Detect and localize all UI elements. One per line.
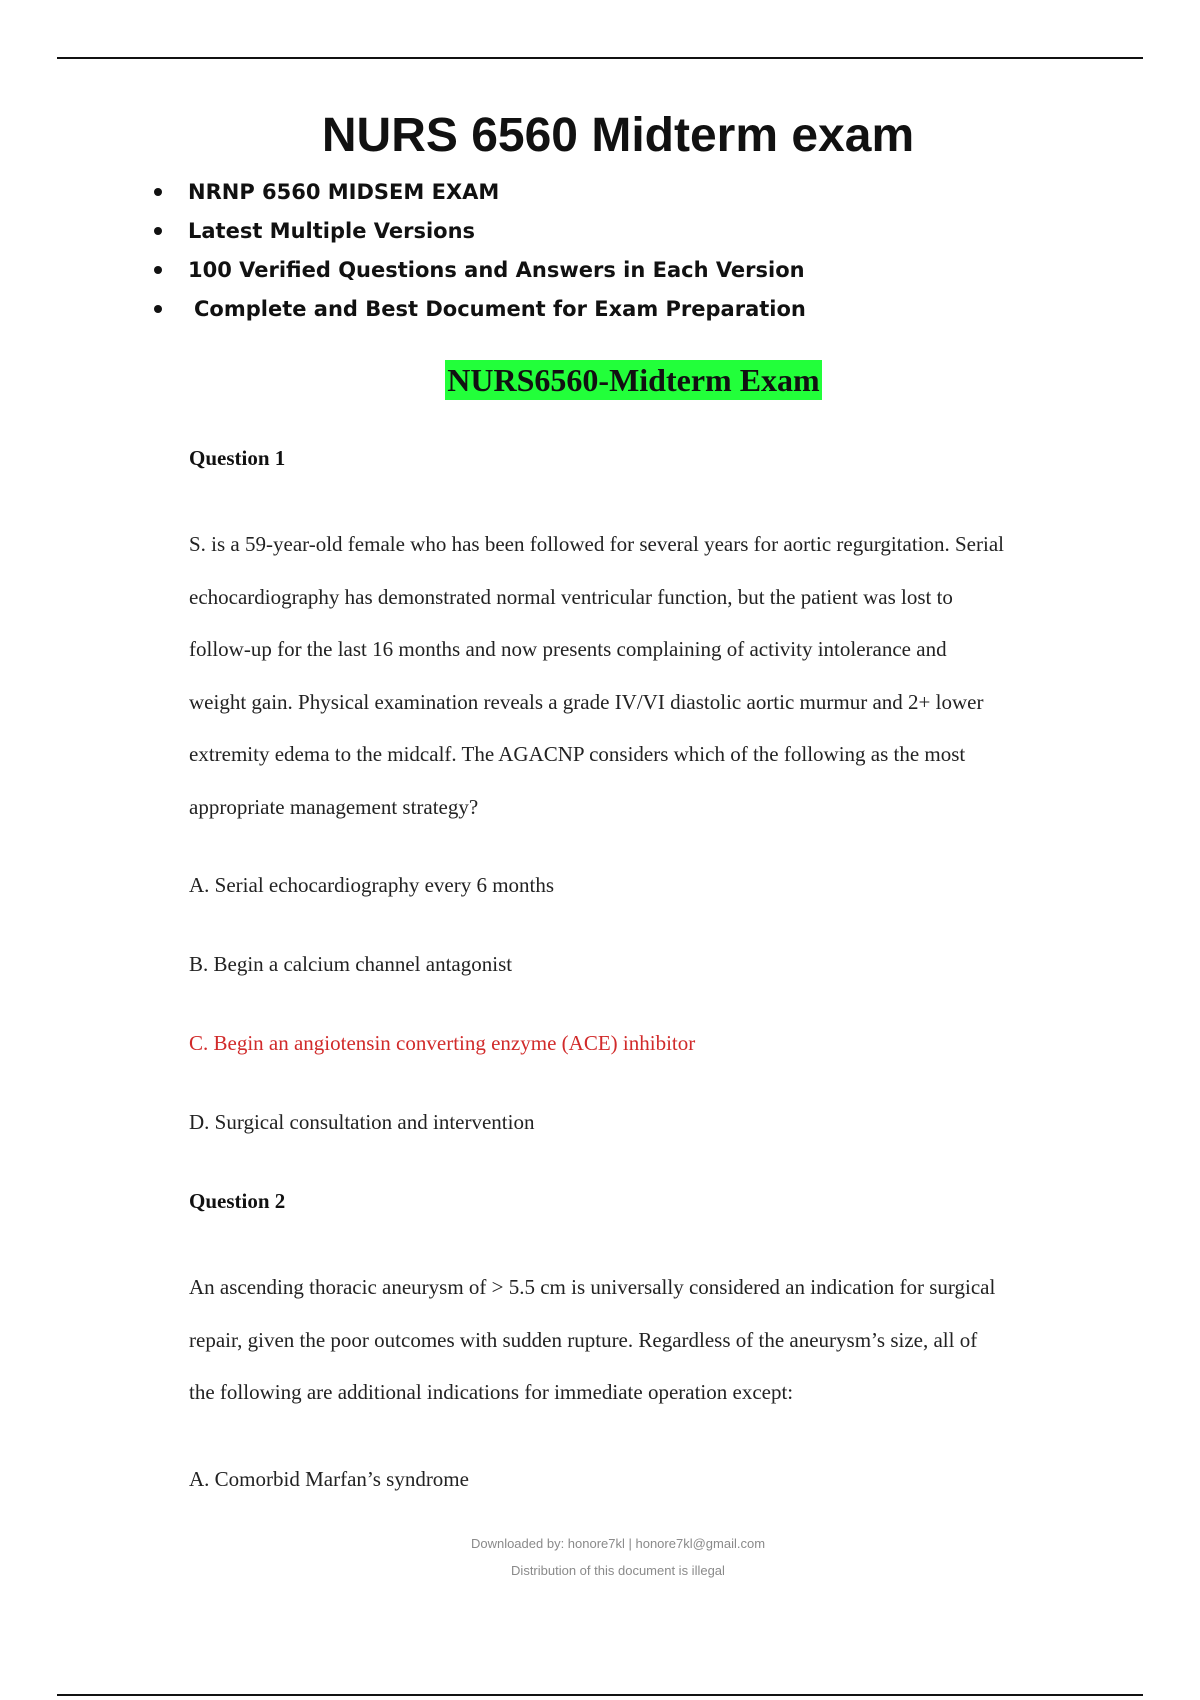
bullet-dot-icon	[154, 188, 162, 196]
answer-option-a	[189, 1465, 1089, 1493]
bullet-dot-icon	[154, 227, 162, 235]
question-stem-line: weight gain. Physical examination reveals a grade IV/VI diastolic aortic murmur and 2+ lower	[189, 689, 984, 714]
question-heading: Question 1	[189, 446, 286, 470]
section-heading-wrap	[0, 360, 1200, 400]
answer-option-c	[189, 1029, 1089, 1057]
bottom-rule	[57, 1694, 1143, 1696]
question-stem-line: follow-up for the last 16 months and now presents complaining of activity intolerance and	[189, 637, 947, 661]
highlighted-section-heading: NURS6560-Midterm Exam	[447, 362, 820, 398]
answer-option: A. Serial echocardiography every 6 months	[189, 873, 555, 897]
distribution-notice: Distribution of this document is illegal	[511, 1563, 725, 1578]
question-1	[189, 444, 1089, 472]
bullet-dot-icon	[154, 266, 162, 274]
question-stem-line: echocardiography has demonstrated normal ventricular function, but the patient was lost to	[189, 584, 953, 609]
summary-bullet-list	[150, 176, 806, 332]
question-stem-line: An ascending thoracic aneurysm of > 5.5 cm is universally considered an indication for surgical	[189, 1275, 996, 1299]
correct-answer-option: C. Begin an angiotensin converting enzyme (ACE) inhibitor	[189, 1031, 696, 1055]
question-stem-line: extremity edema to the midcalf. The AGACNP considers which of the following as the most	[189, 742, 966, 766]
question-2	[189, 1187, 1089, 1215]
bullet-dot-icon	[154, 305, 162, 313]
answer-option: B. Begin a calcium channel antagonist	[189, 952, 513, 976]
answer-option-d	[189, 1108, 1089, 1136]
bullet-item	[150, 176, 806, 215]
question-stem-line: the following are additional indications for immediate operation except:	[189, 1380, 794, 1404]
question-stem-line: appropriate management strategy?	[189, 794, 479, 819]
question-2-stem	[189, 1261, 1089, 1419]
bullet-text: 100 Verified Questions and Answers in Each Version	[188, 258, 805, 282]
download-attribution: Downloaded by: honore7kl | honore7kl@gmail.com	[470, 1536, 766, 1551]
bullet-text: NRNP 6560 MIDSEM EXAM	[188, 180, 500, 204]
answer-option-a	[189, 871, 1089, 899]
answer-option-b	[189, 950, 1089, 978]
bullet-item	[150, 293, 806, 332]
bullet-text: Latest Multiple Versions	[188, 219, 476, 243]
document-title: NURS 6560 Midterm exam	[321, 109, 915, 162]
question-heading: Question 2	[189, 1189, 286, 1213]
bullet-item	[150, 215, 806, 254]
question-1-stem	[189, 518, 1089, 833]
answer-option: A. Comorbid Marfan’s syndrome	[189, 1467, 469, 1491]
top-rule	[57, 57, 1143, 59]
question-stem-line: S. is a 59-year-old female who has been followed for several years for aortic regurgitation. Serial	[189, 532, 1004, 556]
bullet-item	[150, 254, 806, 293]
bullet-text: Complete and Best Document for Exam Preparation	[194, 297, 806, 321]
question-stem-line: repair, given the poor outcomes with sudden rupture. Regardless of the aneurysm’s size, all of	[189, 1327, 978, 1352]
answer-option: D. Surgical consultation and intervention	[189, 1110, 535, 1134]
